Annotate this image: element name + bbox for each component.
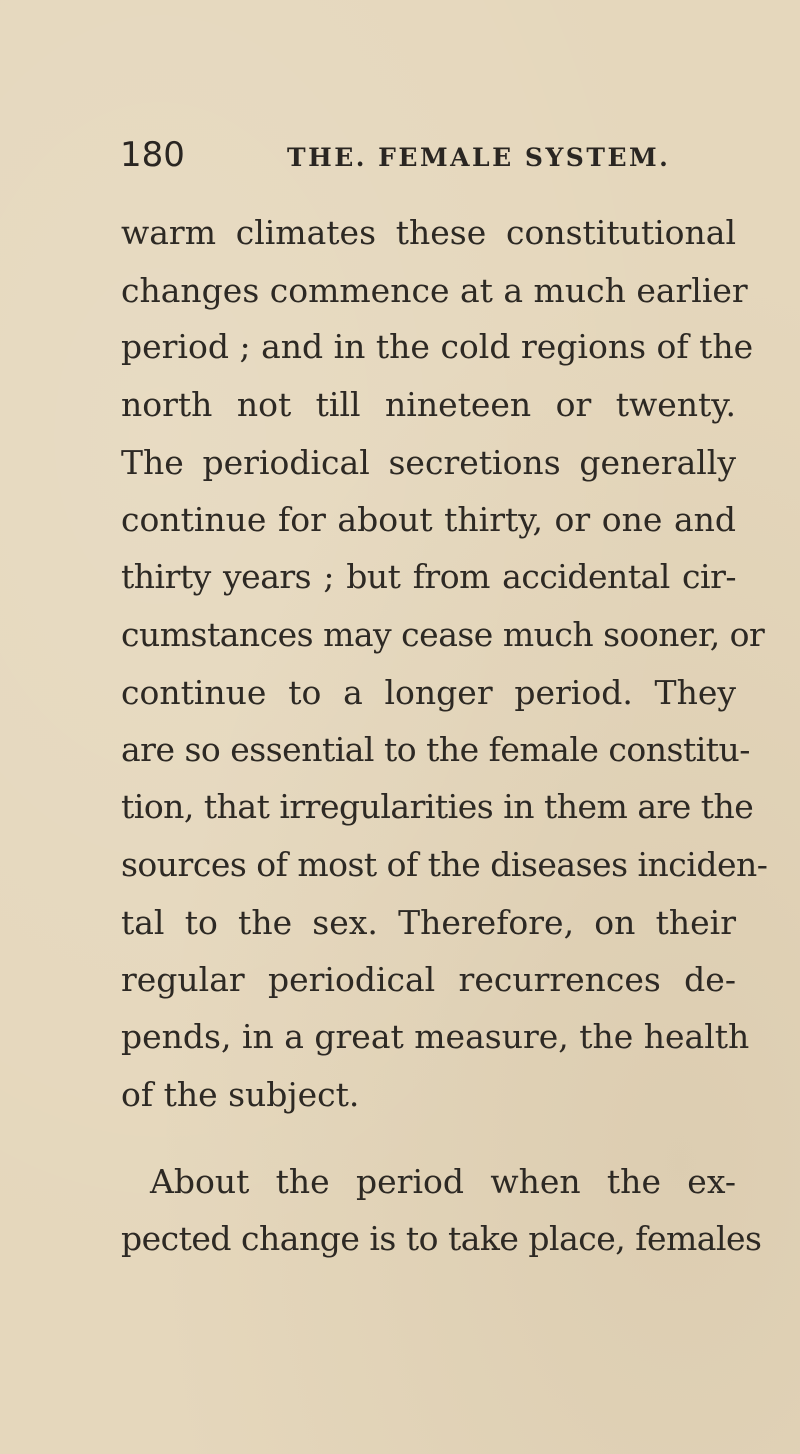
text-line: changes commence at a much earlier: [121, 271, 748, 310]
page-header: [0, 130, 800, 180]
text-line: north not till nineteen or twenty.: [121, 385, 736, 424]
text-line: are so essential to the female constitu-: [121, 730, 750, 769]
text-line: pends, in a great measure, the health: [121, 1017, 750, 1056]
text-line: tal to the sex. Therefore, on their: [121, 903, 736, 942]
running-head: THE. FEMALE SYSTEM.: [287, 143, 671, 172]
text-line: regular periodical recurrences de-: [121, 960, 736, 999]
text-line: sources of most of the diseases inciden-: [121, 845, 768, 884]
text-line: continue to a longer period. They: [121, 673, 736, 712]
paragraph-last-line: of the subject.: [121, 1075, 360, 1114]
text-line: pected change is to take place, females: [121, 1219, 762, 1258]
text-line: tion, that irregularities in them are the: [121, 787, 754, 826]
page-number: 180: [120, 135, 185, 175]
text-line: thirty years ; but from accidental cir-: [121, 557, 736, 596]
text-line: warm climates these constitutional: [121, 213, 736, 252]
text-line: continue for about thirty, or one and: [121, 500, 736, 539]
text-line: cumstances may cease much sooner, or: [121, 615, 765, 654]
text-line: About the period when the ex-: [150, 1162, 736, 1201]
text-line: period ; and in the cold regions of the: [121, 327, 754, 366]
text-line: The periodical secretions generally: [121, 443, 736, 482]
